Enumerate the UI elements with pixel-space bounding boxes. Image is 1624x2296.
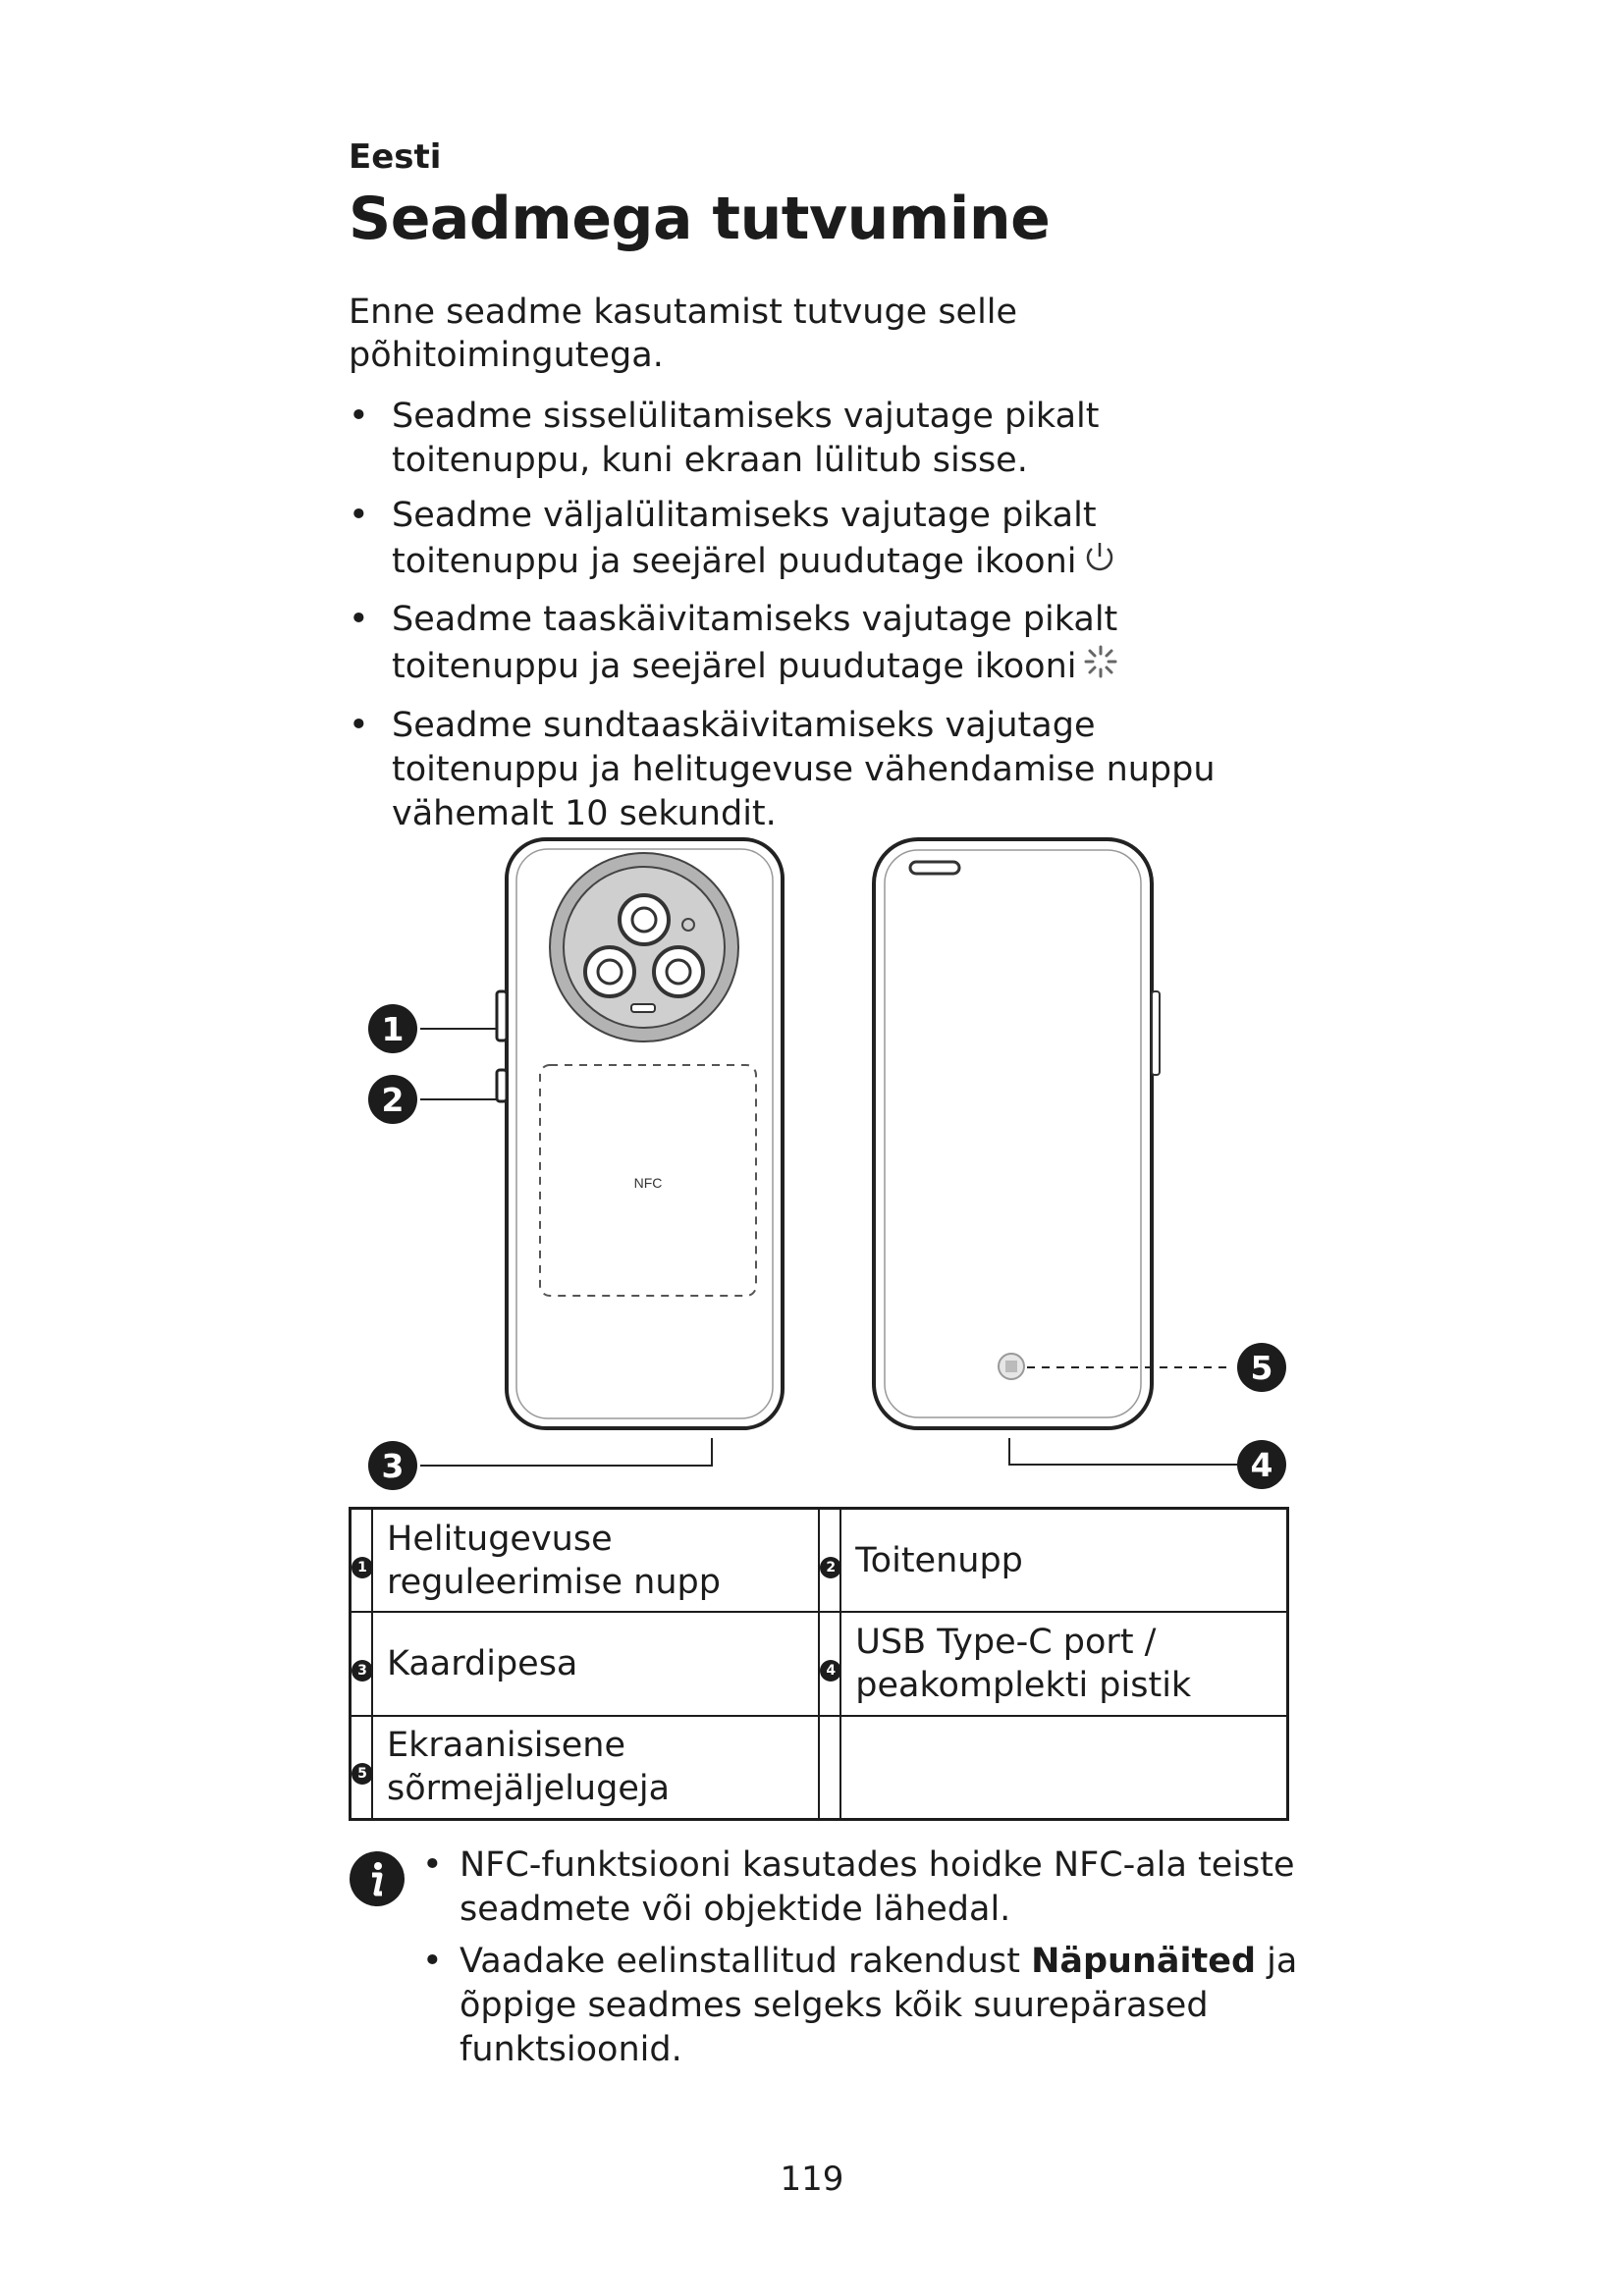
svg-text:1: 1 — [381, 1010, 405, 1048]
svg-text:3: 3 — [381, 1447, 405, 1485]
list-item-text: Seadme sundtaaskäivitamiseks vajutage toitenuppu ja helitugevuse vähendamise nuppu vähemalt 10 sekundit. — [392, 706, 1216, 833]
list-item — [422, 1940, 1306, 2072]
language-label: Eesti — [349, 137, 442, 177]
svg-text:4: 4 — [1250, 1446, 1273, 1484]
item-number-cell — [351, 1509, 373, 1613]
list-item — [349, 395, 1291, 483]
svg-text:5: 5 — [1250, 1349, 1273, 1387]
page-title: Seadmega tutvumine — [349, 185, 1051, 253]
intro-text: Enne seadme kasutamist tutvuge selle põhitoimingutega. — [349, 293, 1018, 375]
item-number-cell — [351, 1716, 373, 1820]
table-row — [351, 1509, 1288, 1613]
list-item — [349, 598, 1291, 693]
item-number-cell — [819, 1612, 840, 1715]
phone-back-illustration — [497, 839, 783, 1428]
page-number: 119 — [780, 2160, 844, 2199]
item-label-cell: Ekraanisisene sõrmejäljelugeja — [372, 1716, 819, 1820]
list-item-text: Vaadake eelinstallitud rakendust — [460, 1942, 1020, 1981]
callout-2 — [368, 1075, 417, 1124]
restart-icon — [1081, 642, 1120, 693]
phone-front-illustration — [874, 839, 1160, 1428]
list-item — [422, 1843, 1306, 1932]
item-label-cell: Helitugevuse reguleerimise nupp — [372, 1509, 819, 1613]
callout-4 — [1237, 1440, 1286, 1489]
list-item — [349, 704, 1291, 836]
list-item-text: Seadme väljalülitamiseks vajutage pikalt toitenuppu ja seejärel puudutage ikooni — [392, 496, 1097, 581]
info-icon — [349, 1850, 406, 1911]
callout-5 — [1237, 1343, 1286, 1392]
item-label-cell — [840, 1716, 1287, 1820]
instruction-list — [349, 395, 1291, 847]
list-item — [349, 494, 1291, 587]
list-item-text: Seadme taaskäivitamiseks vajutage pikalt toitenuppu ja seejärel puudutage ikooni — [392, 600, 1118, 686]
item-number-badge: 5 — [352, 1763, 373, 1785]
callout-3 — [368, 1441, 417, 1490]
item-number-badge: 3 — [352, 1660, 373, 1682]
item-number-badge: 2 — [820, 1557, 841, 1578]
list-item-text: Seadme sisselülitamiseks vajutage pikalt toitenuppu, kuni ekraan lülitub sisse. — [392, 397, 1100, 480]
item-number-badge: 1 — [352, 1557, 373, 1578]
item-number-cell — [819, 1509, 840, 1613]
notes-list — [422, 1843, 1306, 2080]
app-name: Näpunäited — [1031, 1942, 1256, 1981]
item-label-cell: Toitenupp — [840, 1509, 1287, 1613]
item-number-cell — [819, 1716, 840, 1820]
item-label-cell: Kaardipesa — [372, 1612, 819, 1715]
svg-text:2: 2 — [381, 1081, 405, 1119]
list-item-text: NFC-funktsiooni kasutades hoidke NFC-ala teiste seadmete või objektide lähedal. — [460, 1845, 1295, 1929]
device-diagram — [334, 825, 1316, 1492]
parts-table — [349, 1507, 1289, 1821]
callout-1 — [368, 1004, 417, 1053]
item-label-cell: USB Type-C port / peakomplekti pistik — [840, 1612, 1287, 1715]
item-number-badge: 4 — [820, 1660, 841, 1682]
table-row — [351, 1716, 1288, 1820]
table-row — [351, 1612, 1288, 1715]
item-number-cell — [351, 1612, 373, 1715]
nfc-label: NFC — [633, 1175, 663, 1191]
list-item-text: ja õppige seadmes selgeks kõik suurepärased funktsioonid. — [460, 1942, 1298, 2069]
power-icon — [1081, 538, 1118, 587]
